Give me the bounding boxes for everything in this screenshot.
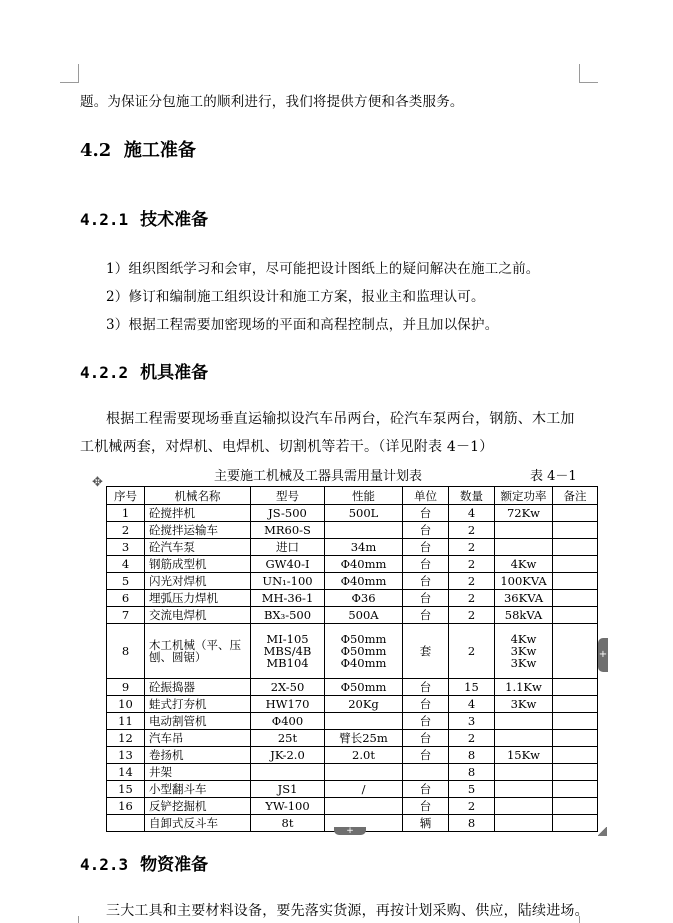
table-cell[interactable]: 台 <box>403 505 449 522</box>
table-cell[interactable] <box>553 798 598 815</box>
table-cell[interactable]: 8t <box>251 815 325 832</box>
power-line: 3Kw <box>510 656 537 670</box>
table-cell[interactable]: 台 <box>403 539 449 556</box>
table-number: 表 4－1 <box>530 469 577 484</box>
table-cell[interactable] <box>107 815 145 832</box>
heading-4-2-3-title: 物资准备 <box>140 855 209 875</box>
table-cell[interactable] <box>553 505 598 522</box>
table-cell[interactable]: 进口 <box>251 539 325 556</box>
table-cell[interactable]: 砼汽车泵 <box>145 539 251 556</box>
table-row <box>107 505 598 522</box>
table-cell[interactable]: JS1 <box>251 781 325 798</box>
model-line: MB104 <box>266 656 309 670</box>
table-cell[interactable]: 9 <box>107 679 145 696</box>
table-cell[interactable]: 台 <box>403 607 449 624</box>
header-cell: 单位 <box>403 487 449 505</box>
table-row <box>107 764 598 781</box>
crop-mark-bottom-left <box>60 916 79 923</box>
table-cell[interactable]: 15Kw <box>495 747 553 764</box>
table-cell[interactable]: 8 <box>449 747 495 764</box>
table-cell[interactable]: Φ36 <box>325 590 403 607</box>
heading-4-2-1-number: 4.2.1 <box>80 210 129 229</box>
model-line: MBS/4B <box>263 644 312 658</box>
table-cell[interactable]: 闪光对焊机 <box>145 573 251 590</box>
table-cell[interactable]: 臂长25m <box>325 730 403 747</box>
table-row <box>107 696 598 713</box>
heading-4-2-1 <box>80 205 208 230</box>
table-cell[interactable] <box>553 556 598 573</box>
table-cell[interactable] <box>495 730 553 747</box>
table-cell[interactable]: 台 <box>403 781 449 798</box>
table-cell[interactable]: 8 <box>107 624 145 679</box>
perf-line: Φ50mm <box>340 644 387 658</box>
table-cell[interactable]: 14 <box>107 764 145 781</box>
table-row <box>107 522 598 539</box>
table-cell[interactable]: 13 <box>107 747 145 764</box>
heading-4-2 <box>80 136 196 162</box>
table-cell[interactable] <box>553 522 598 539</box>
table-cell[interactable]: 台 <box>403 730 449 747</box>
table-cell[interactable] <box>325 624 403 679</box>
table-cell[interactable]: 辆 <box>403 815 449 832</box>
table-cell[interactable] <box>553 781 598 798</box>
table-cell[interactable] <box>553 539 598 556</box>
table-cell[interactable]: 500L <box>325 505 403 522</box>
table-cell[interactable] <box>553 607 598 624</box>
table-cell[interactable]: 2 <box>449 590 495 607</box>
table-cell[interactable]: 16 <box>107 798 145 815</box>
table-cell[interactable]: 钢筋成型机 <box>145 556 251 573</box>
table-cell[interactable] <box>495 764 553 781</box>
table-cell[interactable] <box>325 713 403 730</box>
table-cell[interactable] <box>553 590 598 607</box>
table-cell[interactable]: 台 <box>403 747 449 764</box>
table-cell[interactable]: 2X-50 <box>251 679 325 696</box>
table-cell[interactable]: 25t <box>251 730 325 747</box>
table-cell[interactable]: 5 <box>107 573 145 590</box>
table-row <box>107 607 598 624</box>
heading-4-2-2-number: 4.2.2 <box>80 363 129 382</box>
heading-4-2-2 <box>80 358 208 383</box>
machinery-para-line-2: 工机械两套，对焊机、电焊机、切割机等若干。（详见附表 4－1） <box>80 439 494 455</box>
header-cell: 数量 <box>449 487 495 505</box>
table-cell[interactable]: JS-500 <box>251 505 325 522</box>
table-cell[interactable]: 1.1Kw <box>495 679 553 696</box>
table-cell[interactable] <box>553 730 598 747</box>
table-cell[interactable]: 台 <box>403 696 449 713</box>
table-cell[interactable]: 砼振捣器 <box>145 679 251 696</box>
table-cell[interactable]: 2 <box>449 607 495 624</box>
table-cell[interactable] <box>495 798 553 815</box>
table-cell[interactable]: MH-36-1 <box>251 590 325 607</box>
add-column-icon[interactable]: + <box>598 638 608 672</box>
table-cell[interactable]: 交流电焊机 <box>145 607 251 624</box>
table-cell[interactable]: 汽车吊 <box>145 730 251 747</box>
perf-line: Φ50mm <box>340 632 387 646</box>
table-cell[interactable] <box>553 696 598 713</box>
table-cell[interactable] <box>325 764 403 781</box>
table-cell[interactable] <box>495 522 553 539</box>
table-cell[interactable]: Φ50mm <box>325 679 403 696</box>
table-cell[interactable]: 2 <box>449 624 495 679</box>
table-cell[interactable] <box>495 624 553 679</box>
table-cell[interactable] <box>495 539 553 556</box>
table-cell[interactable]: 台 <box>403 556 449 573</box>
table-cell[interactable]: 2.0t <box>325 747 403 764</box>
table-row <box>107 713 598 730</box>
model-line: MI-105 <box>266 632 309 646</box>
table-cell[interactable]: 4 <box>449 505 495 522</box>
table-cell[interactable]: 小型翻斗车 <box>145 781 251 798</box>
table-cell[interactable]: 3 <box>449 713 495 730</box>
table-cell[interactable]: MR60-S <box>251 522 325 539</box>
perf-line: Φ40mm <box>340 656 387 670</box>
table-cell[interactable]: HW170 <box>251 696 325 713</box>
table-cell[interactable]: 8 <box>449 764 495 781</box>
heading-4-2-title: 施工准备 <box>123 140 196 161</box>
tech-item-3: 3）根据工程需要加密现场的平面和高程控制点，并且加以保护。 <box>106 317 499 333</box>
header-cell: 型号 <box>251 487 325 505</box>
power-line: 4Kw <box>510 632 537 646</box>
table-cell[interactable]: 2 <box>449 539 495 556</box>
table-row <box>107 781 598 798</box>
table-cell[interactable] <box>495 781 553 798</box>
table-cell[interactable] <box>553 815 598 832</box>
table-cell[interactable] <box>553 747 598 764</box>
table-cell[interactable]: 台 <box>403 522 449 539</box>
table-cell[interactable]: JK-2.0 <box>251 747 325 764</box>
table-cell[interactable]: 2 <box>449 730 495 747</box>
table-cell[interactable]: 11 <box>107 713 145 730</box>
table-cell[interactable] <box>495 713 553 730</box>
table-cell[interactable]: 34m <box>325 539 403 556</box>
header-cell: 机械名称 <box>145 487 251 505</box>
table-cell[interactable]: UN₁-100 <box>251 573 325 590</box>
table-cell[interactable]: 10 <box>107 696 145 713</box>
table-cell[interactable]: 1 <box>107 505 145 522</box>
heading-4-2-1-title: 技术准备 <box>140 210 209 230</box>
table-row <box>107 679 598 696</box>
table-cell[interactable]: 15 <box>107 781 145 798</box>
power-line: 3Kw <box>510 644 537 658</box>
table-cell[interactable] <box>251 764 325 781</box>
table-row <box>107 730 598 747</box>
table-cell[interactable]: 砼搅拌机 <box>145 505 251 522</box>
header-cell: 序号 <box>107 487 145 505</box>
table-cell[interactable] <box>403 764 449 781</box>
intro-line: 题。为保证分包施工的顺利进行，我们将提供方便和各类服务。 <box>80 94 464 110</box>
table-cell[interactable]: 8 <box>449 815 495 832</box>
equipment-table <box>106 486 598 832</box>
table-cell[interactable]: Φ40mm <box>325 556 403 573</box>
heading-4-2-number: 4.2 <box>80 140 112 161</box>
table-cell[interactable]: BX₃-500 <box>251 607 325 624</box>
table-move-icon[interactable]: ✥ <box>92 475 103 490</box>
table-cell[interactable]: 台 <box>403 798 449 815</box>
table-row <box>107 747 598 764</box>
table-cell[interactable]: 15 <box>449 679 495 696</box>
table-cell[interactable]: 埋弧压力焊机 <box>145 590 251 607</box>
table-cell[interactable]: 套 <box>403 624 449 679</box>
header-cell: 备注 <box>553 487 598 505</box>
table-row <box>107 590 598 607</box>
crop-mark-top-left <box>60 64 79 83</box>
table-cell[interactable]: 5 <box>449 781 495 798</box>
table-cell[interactable]: 2 <box>449 573 495 590</box>
table-cell[interactable]: 2 <box>449 556 495 573</box>
header-cell: 额定功率 <box>495 487 553 505</box>
table-cell[interactable]: 100KVA <box>495 573 553 590</box>
table-cell[interactable]: 蛙式打夯机 <box>145 696 251 713</box>
header-cell: 性能 <box>325 487 403 505</box>
table-cell[interactable]: 井架 <box>145 764 251 781</box>
table-cell[interactable]: 6 <box>107 590 145 607</box>
table-cell[interactable]: 2 <box>449 522 495 539</box>
table-cell[interactable] <box>553 679 598 696</box>
table-row <box>107 573 598 590</box>
table-cell[interactable]: 36KVA <box>495 590 553 607</box>
table-row <box>107 539 598 556</box>
table-cell[interactable]: 台 <box>403 573 449 590</box>
table-cell[interactable] <box>553 764 598 781</box>
table-cell[interactable]: 台 <box>403 679 449 696</box>
table-cell[interactable]: 500A <box>325 607 403 624</box>
tech-item-1: 1）组织图纸学习和会审，尽可能把设计图纸上的疑问解决在施工之前。 <box>106 261 540 277</box>
table-cell[interactable] <box>495 815 553 832</box>
table-cell[interactable]: 自卸式反斗车 <box>145 815 251 832</box>
table-cell[interactable]: 58kVA <box>495 607 553 624</box>
table-row <box>107 556 598 573</box>
table-cell[interactable] <box>251 624 325 679</box>
table-cell[interactable]: 2 <box>449 798 495 815</box>
table-cell[interactable]: 木工机械（平、压刨、圆锯） <box>145 624 251 679</box>
table-cell[interactable]: 台 <box>403 590 449 607</box>
machinery-para-line-1: 根据工程需要现场垂直运输拟设汽车吊两台，砼汽车泵两台，钢筋、木工加 <box>106 411 575 427</box>
table-cell[interactable] <box>553 713 598 730</box>
table-cell[interactable] <box>553 624 598 679</box>
table-cell[interactable] <box>325 798 403 815</box>
table-cell[interactable] <box>325 522 403 539</box>
table-header-row <box>107 487 598 505</box>
table-cell[interactable]: 20Kg <box>325 696 403 713</box>
table-cell[interactable]: 72Kw <box>495 505 553 522</box>
table-cell[interactable]: 3 <box>107 539 145 556</box>
table-cell[interactable]: 4Kw <box>495 556 553 573</box>
tech-item-2: 2）修订和编制施工组织设计和施工方案，报业主和监理认可。 <box>106 289 485 305</box>
table-cell[interactable]: 卷扬机 <box>145 747 251 764</box>
table-cell[interactable]: Φ400 <box>251 713 325 730</box>
heading-4-2-3-number: 4.2.3 <box>80 855 129 874</box>
table-cell[interactable]: 砼搅拌运输车 <box>145 522 251 539</box>
table-cell[interactable]: 2 <box>107 522 145 539</box>
materials-para: 三大工具和主要材料设备，要先落实货源，再按计划采购、供应，陆续进场。 <box>106 903 589 919</box>
table-cell[interactable]: 3Kw <box>495 696 553 713</box>
crop-mark-top-right <box>579 64 598 83</box>
table-cell[interactable] <box>553 573 598 590</box>
table-resize-icon[interactable] <box>598 827 607 836</box>
heading-4-2-2-title: 机具准备 <box>140 363 209 383</box>
table-cell[interactable]: 7 <box>107 607 145 624</box>
table-row <box>107 798 598 815</box>
table-cell[interactable]: 反铲挖掘机 <box>145 798 251 815</box>
table-cell[interactable]: Φ40mm <box>325 573 403 590</box>
table-cell[interactable]: 4 <box>107 556 145 573</box>
table-cell[interactable]: / <box>325 781 403 798</box>
table-title: 主要施工机械及工器具需用量计划表 <box>214 469 423 484</box>
table-cell[interactable]: GW40-I <box>251 556 325 573</box>
table-cell[interactable]: 4 <box>449 696 495 713</box>
table-cell[interactable]: 12 <box>107 730 145 747</box>
table-cell[interactable]: 电动割管机 <box>145 713 251 730</box>
table-cell[interactable]: YW-100 <box>251 798 325 815</box>
heading-4-2-3 <box>80 850 208 875</box>
table-cell[interactable]: 台 <box>403 713 449 730</box>
add-row-icon[interactable]: + <box>334 827 366 835</box>
table-row <box>107 624 598 679</box>
